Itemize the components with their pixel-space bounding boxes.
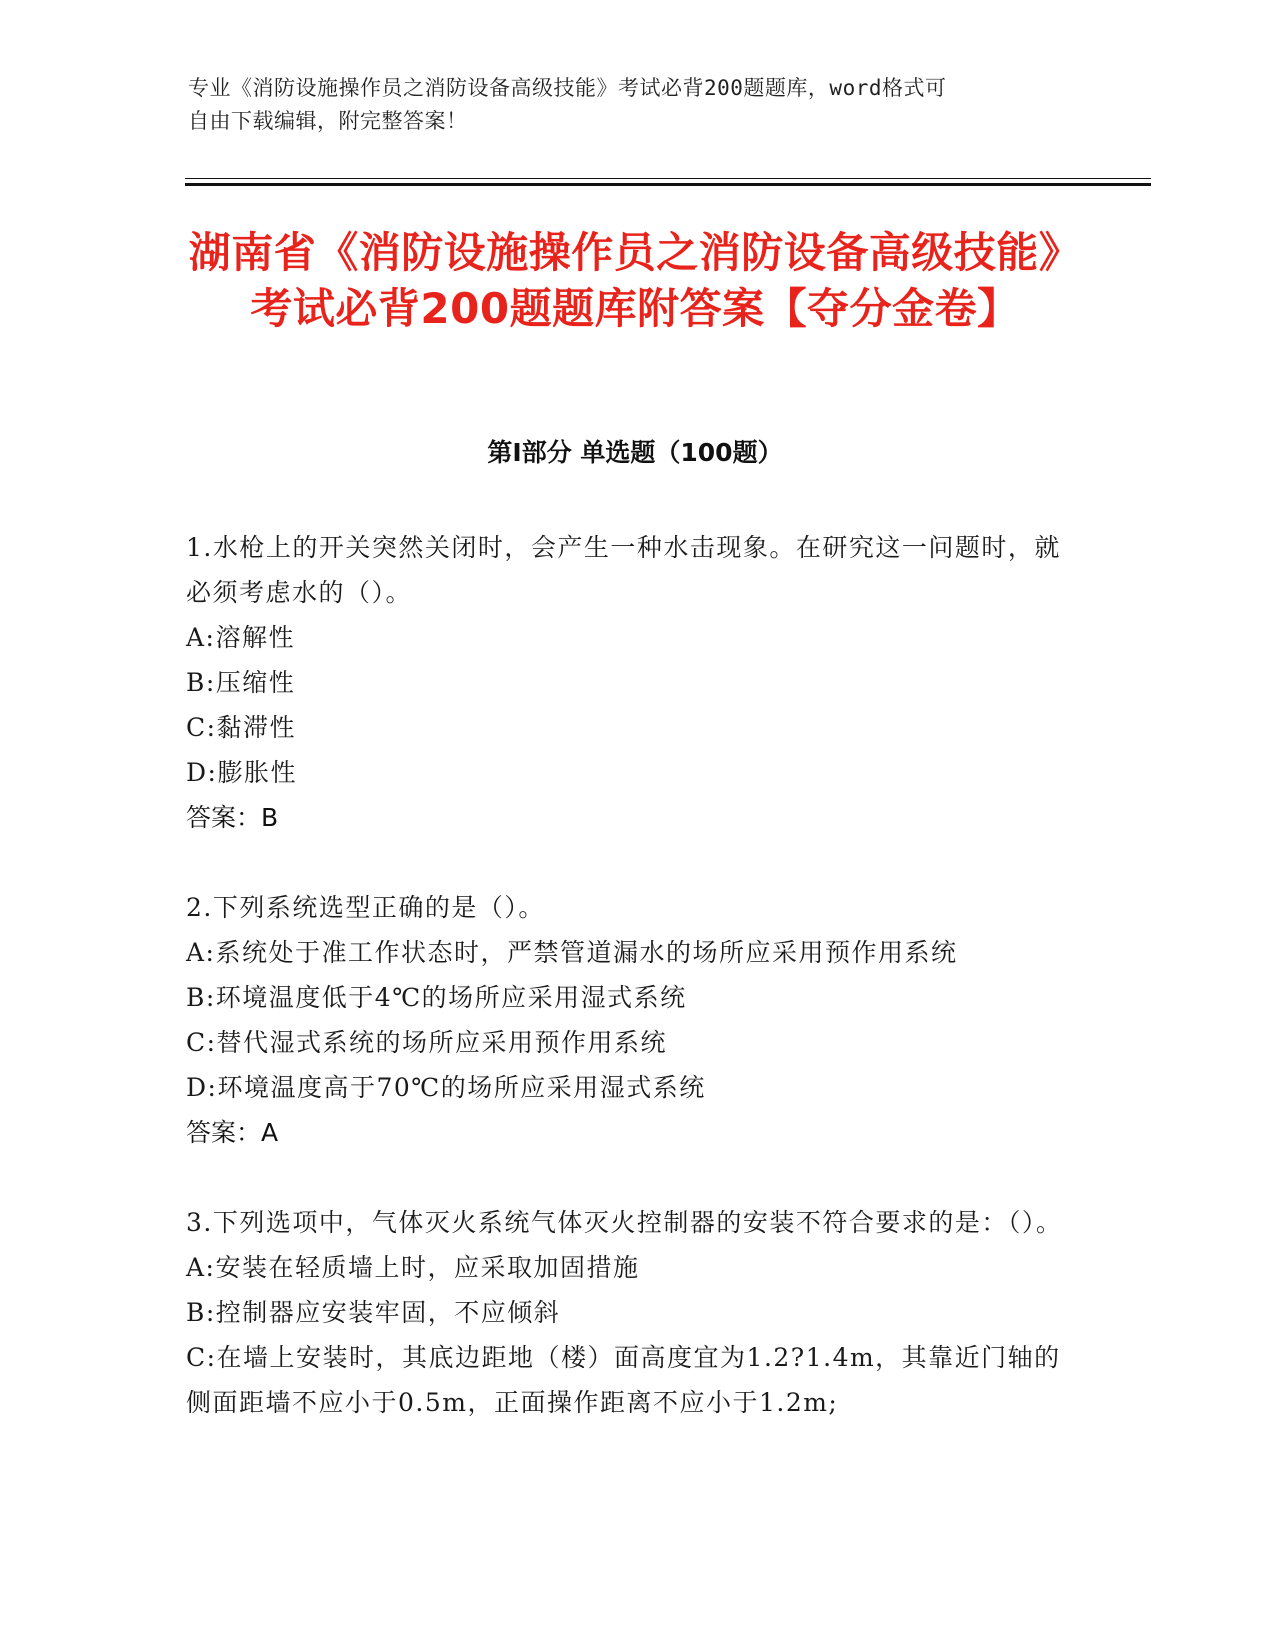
option-a: A:安装在轻质墙上时，应采取加固措施 [186, 1253, 640, 1282]
option-d: D:膨胀性 [186, 758, 297, 787]
document-title: 湖南省《消防设施操作员之消防设备高级技能》考试必背200题题库附答案【夺分金卷】 [188, 228, 1082, 333]
option-a: A:系统处于准工作状态时，严禁管道漏水的场所应采用预作用系统 [186, 938, 958, 967]
section-title: 第Ⅰ部分 单选题（100题） [487, 438, 783, 467]
header-note-line-2: 自由下载编辑，附完整答案！ [188, 109, 468, 133]
question-list [186, 525, 1086, 1470]
option-c: C:替代湿式系统的场所应采用预作用系统 [186, 1028, 668, 1057]
question-stem: 3.下列选项中，气体灭火系统气体灭火控制器的安装不符合要求的是：（）。 [186, 1208, 1063, 1237]
question-stem: 1.水枪上的开关突然关闭时，会产生一种水击现象。在研究这一问题时，就必须考虑水的（）。 [186, 533, 1061, 607]
option-b: B:环境温度低于4℃的场所应采用湿式系统 [186, 983, 687, 1012]
header-divider-thin [185, 178, 1151, 179]
option-c: C:黏滞性 [186, 713, 297, 742]
header-divider-thick [185, 183, 1151, 186]
option-d: D:环境温度高于70℃的场所应采用湿式系统 [186, 1073, 706, 1102]
answer-label: 答案：B [186, 803, 279, 832]
header-note-line-1: 专业《消防设施操作员之消防设备高级技能》考试必背200题题库，word格式可 [188, 76, 947, 100]
question-item-1 [186, 525, 1086, 840]
question-item-3 [186, 1200, 1086, 1425]
header-note [188, 72, 1068, 138]
option-c: C:在墙上安装时，其底边距地（楼）面高度宜为1.2?1.4m，其靠近门轴的侧面距墙不应小于0.5m，正面操作距离不应小于1.2m; [186, 1343, 1061, 1417]
option-b: B:控制器应安装牢固，不应倾斜 [186, 1298, 561, 1327]
answer-label: 答案：A [186, 1118, 279, 1147]
question-item-2 [186, 885, 1086, 1155]
option-a: A:溶解性 [186, 623, 295, 652]
question-stem: 2.下列系统选型正确的是（）。 [186, 893, 545, 922]
option-b: B:压缩性 [186, 668, 296, 697]
